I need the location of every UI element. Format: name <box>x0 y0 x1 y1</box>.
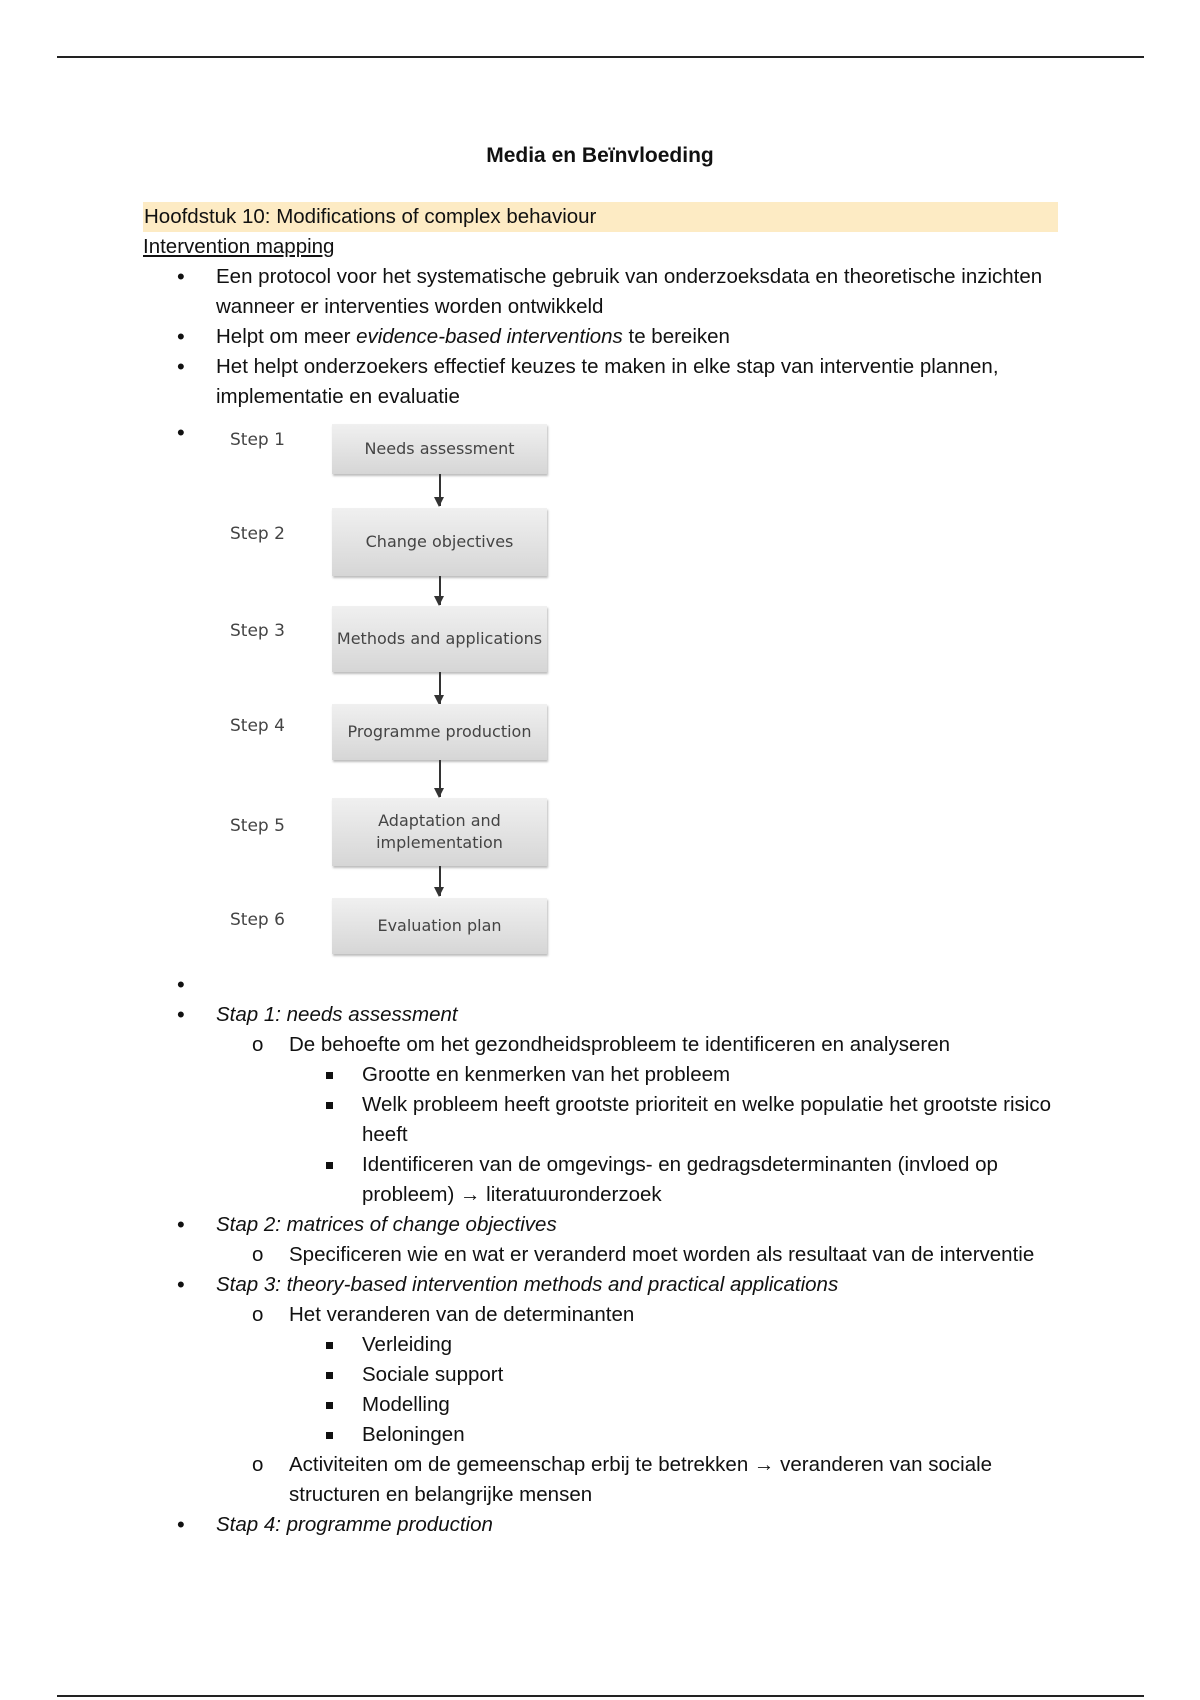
list-item <box>143 1210 1058 1270</box>
sub-sub-list-item: Identificeren van de omgevings- en gedragsdeterminanten (invloed op probleem) → literatuuronderzoek <box>289 1150 1058 1210</box>
step-title: Stap 2: matrices of change objectives <box>216 1213 557 1236</box>
sub-sub-list <box>289 1330 1058 1450</box>
diagram-bullet <box>143 418 1058 970</box>
diagram-step-box: Evaluation plan <box>332 898 547 954</box>
diagram-step-label: Step 2 <box>230 524 285 544</box>
section-heading: Intervention mapping <box>143 235 335 258</box>
diagram-arrow <box>439 672 441 704</box>
step-title: Stap 1: needs assessment <box>216 1003 458 1026</box>
sub-list-item <box>216 1030 1058 1210</box>
diagram-step-label: • Step 1 <box>230 430 285 450</box>
step-title: Stap 4: programme production <box>216 1513 493 1536</box>
sub-list <box>216 1300 1058 1510</box>
sub-item-text: De behoefte om het gezondheidsprobleem te identificeren en analyseren <box>289 1033 950 1056</box>
list-item <box>143 1270 1058 1510</box>
diagram-arrow <box>439 866 441 896</box>
header-rule <box>57 56 1144 58</box>
bullet-text: Helpt om meer <box>216 325 357 348</box>
bullet-text: te bereiken <box>622 325 730 348</box>
sub-sub-list-item: Sociale support <box>289 1360 1058 1390</box>
diagram-step-box: Programme production <box>332 704 547 760</box>
sub-sub-list-item: Grootte en kenmerken van het probleem <box>289 1060 1058 1090</box>
document-body <box>143 202 1058 1540</box>
footer-rule <box>57 1695 1144 1697</box>
diagram-step-label: Step 6 <box>230 910 285 930</box>
diagram-step-box: Adaptation and implementation <box>332 798 547 866</box>
diagram-arrow <box>439 576 441 605</box>
intro-bullet-list <box>143 262 1058 1540</box>
diagram-arrow <box>439 474 441 506</box>
list-item: • Een protocol voor het systematische gebruik van onderzoeksdata en theoretische inzichten wanneer er interventies worden ontwikkeld <box>143 262 1058 322</box>
chapter-heading: Hoofdstuk 10: Modifications of complex behaviour <box>143 202 1058 232</box>
list-item <box>143 1000 1058 1210</box>
sub-item-text: Het veranderen van de determinanten <box>289 1303 635 1326</box>
diagram-step-box: Needs assessment <box>332 424 547 474</box>
bullet-emphasis: evidence-based interventions <box>356 325 623 348</box>
empty-list-item <box>143 970 1058 1000</box>
diagram-step-box: Change objectives <box>332 508 547 576</box>
diagram-step-label: Step 5 <box>230 816 285 836</box>
sub-list <box>216 1030 1058 1210</box>
sub-sub-list-item: Welk probleem heeft grootste prioriteit en welke populatie het grootste risico heeft <box>289 1090 1058 1150</box>
diagram-step-label: Step 4 <box>230 716 285 736</box>
sub-sub-list <box>289 1060 1058 1210</box>
document-title: Media en Beïnvloeding <box>486 144 714 167</box>
diagram-arrow <box>439 760 441 797</box>
diagram-step-label: Step 3 <box>230 621 285 641</box>
sub-list-item: o Activiteiten om de gemeenschap erbij te betrekken → veranderen van sociale structuren en belangrijke mensen <box>216 1450 1058 1510</box>
list-item <box>143 322 1058 352</box>
sub-list <box>216 1240 1058 1270</box>
sub-list-item: o Specificeren wie en wat er veranderd moet worden als resultaat van de interventie <box>216 1240 1058 1270</box>
list-item <box>143 1510 1058 1540</box>
step-title: Stap 3: theory-based intervention methods and practical applications <box>216 1273 839 1296</box>
sub-list-item <box>216 1300 1058 1450</box>
sub-sub-list-item: Verleiding <box>289 1330 1058 1360</box>
intervention-mapping-diagram <box>215 418 575 970</box>
list-item: • Het helpt onderzoekers effectief keuzes te maken in elke stap van interventie plannen, implementatie en evaluatie <box>143 352 1058 412</box>
diagram-step-box: Methods and applications <box>332 606 547 672</box>
sub-sub-list-item: Beloningen <box>289 1420 1058 1450</box>
sub-sub-list-item: Modelling <box>289 1390 1058 1420</box>
